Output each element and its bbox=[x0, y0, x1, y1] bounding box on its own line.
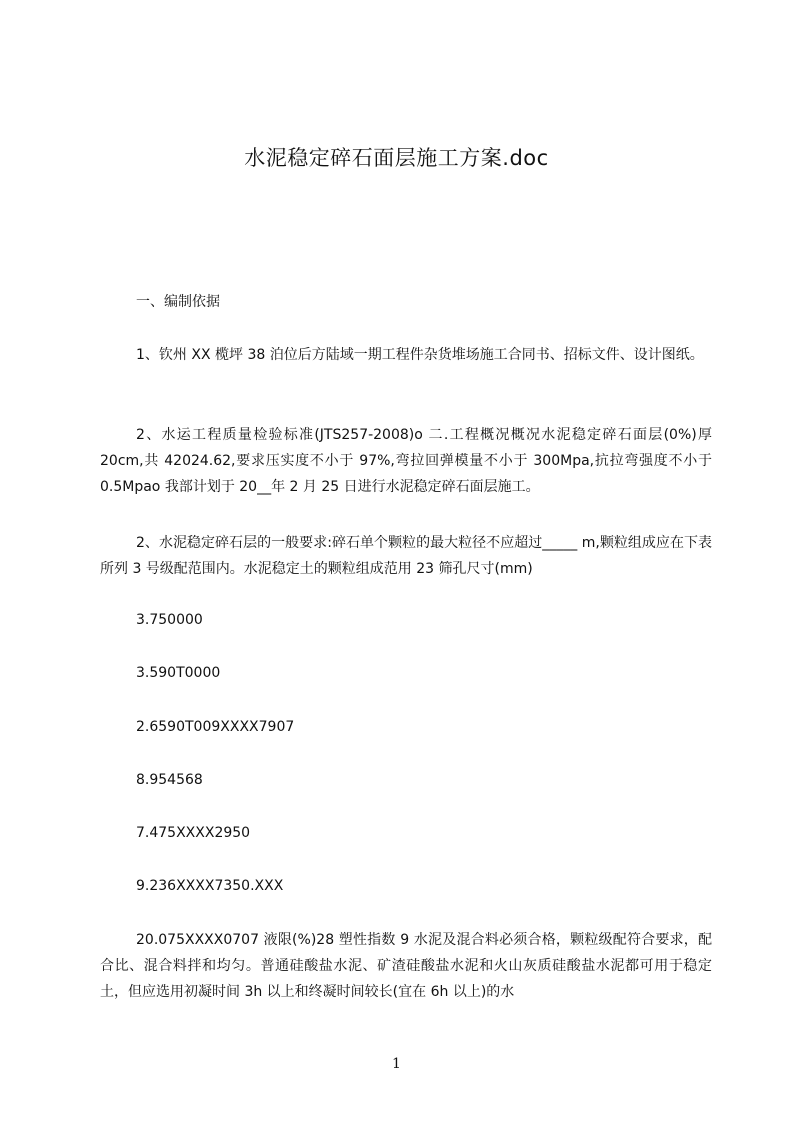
table-line: 3.590T0000 bbox=[136, 665, 221, 681]
paragraph-cement-requirements: 20.075XXXX0707 液限(%)28 塑性指数 9 水泥及混合料必须合格，颗粒级配符合要求，配合比、混合料拌和均匀。普通硅酸盐水泥、矿渣硅酸盐水泥和火山灰质硅酸盐水泥都可用于稳定土，但应选用初凝时间 3h 以上和终凝时间较长(宜在 6h 以上)的水 bbox=[100, 932, 712, 1000]
table-line: 8.954568 bbox=[136, 772, 203, 788]
table-line: 3.750000 bbox=[136, 612, 203, 628]
table-line: 2.6590T009XXXX7907 bbox=[136, 719, 295, 735]
page-number: 1 bbox=[392, 1056, 401, 1072]
paragraph-requirements: 2、水泥稳定碎石层的一般要求:碎石单个颗粒的最大粒径不应超过_____ m,颗粒组成应在下表所列 3 号级配范围内。水泥稳定土的颗粒组成范用 23 筛孔尺寸(mm) bbox=[100, 535, 712, 577]
table-line: 9.236XXXX7350.XXX bbox=[136, 878, 284, 894]
paragraph-basis-1: 1、钦州 XX 榄坪 38 泊位后方陆域一期工程件杂货堆场施工合同书、招标文件、设计图纸。 bbox=[136, 347, 704, 363]
paragraph-basis-2: 2、水运工程质量检验标准(JTS257-2008)o 二.工程概况概况水泥稳定碎石面层(0%)厚 20cm,共 42024.62,要求压实度不小于 97%,弯拉回弹模量不小于 300Mpa,抗拉弯强度不小于 0.5Mpao 我部计划于 20__年 2 月 25 日进行水泥稳定碎石面层施工。 bbox=[100, 427, 712, 495]
table-line: 7.475XXXX2950 bbox=[136, 825, 251, 841]
document-title: 水泥稳定碎石面层施工方案.doc bbox=[244, 146, 549, 170]
section-heading: 一、编制依据 bbox=[136, 294, 220, 310]
